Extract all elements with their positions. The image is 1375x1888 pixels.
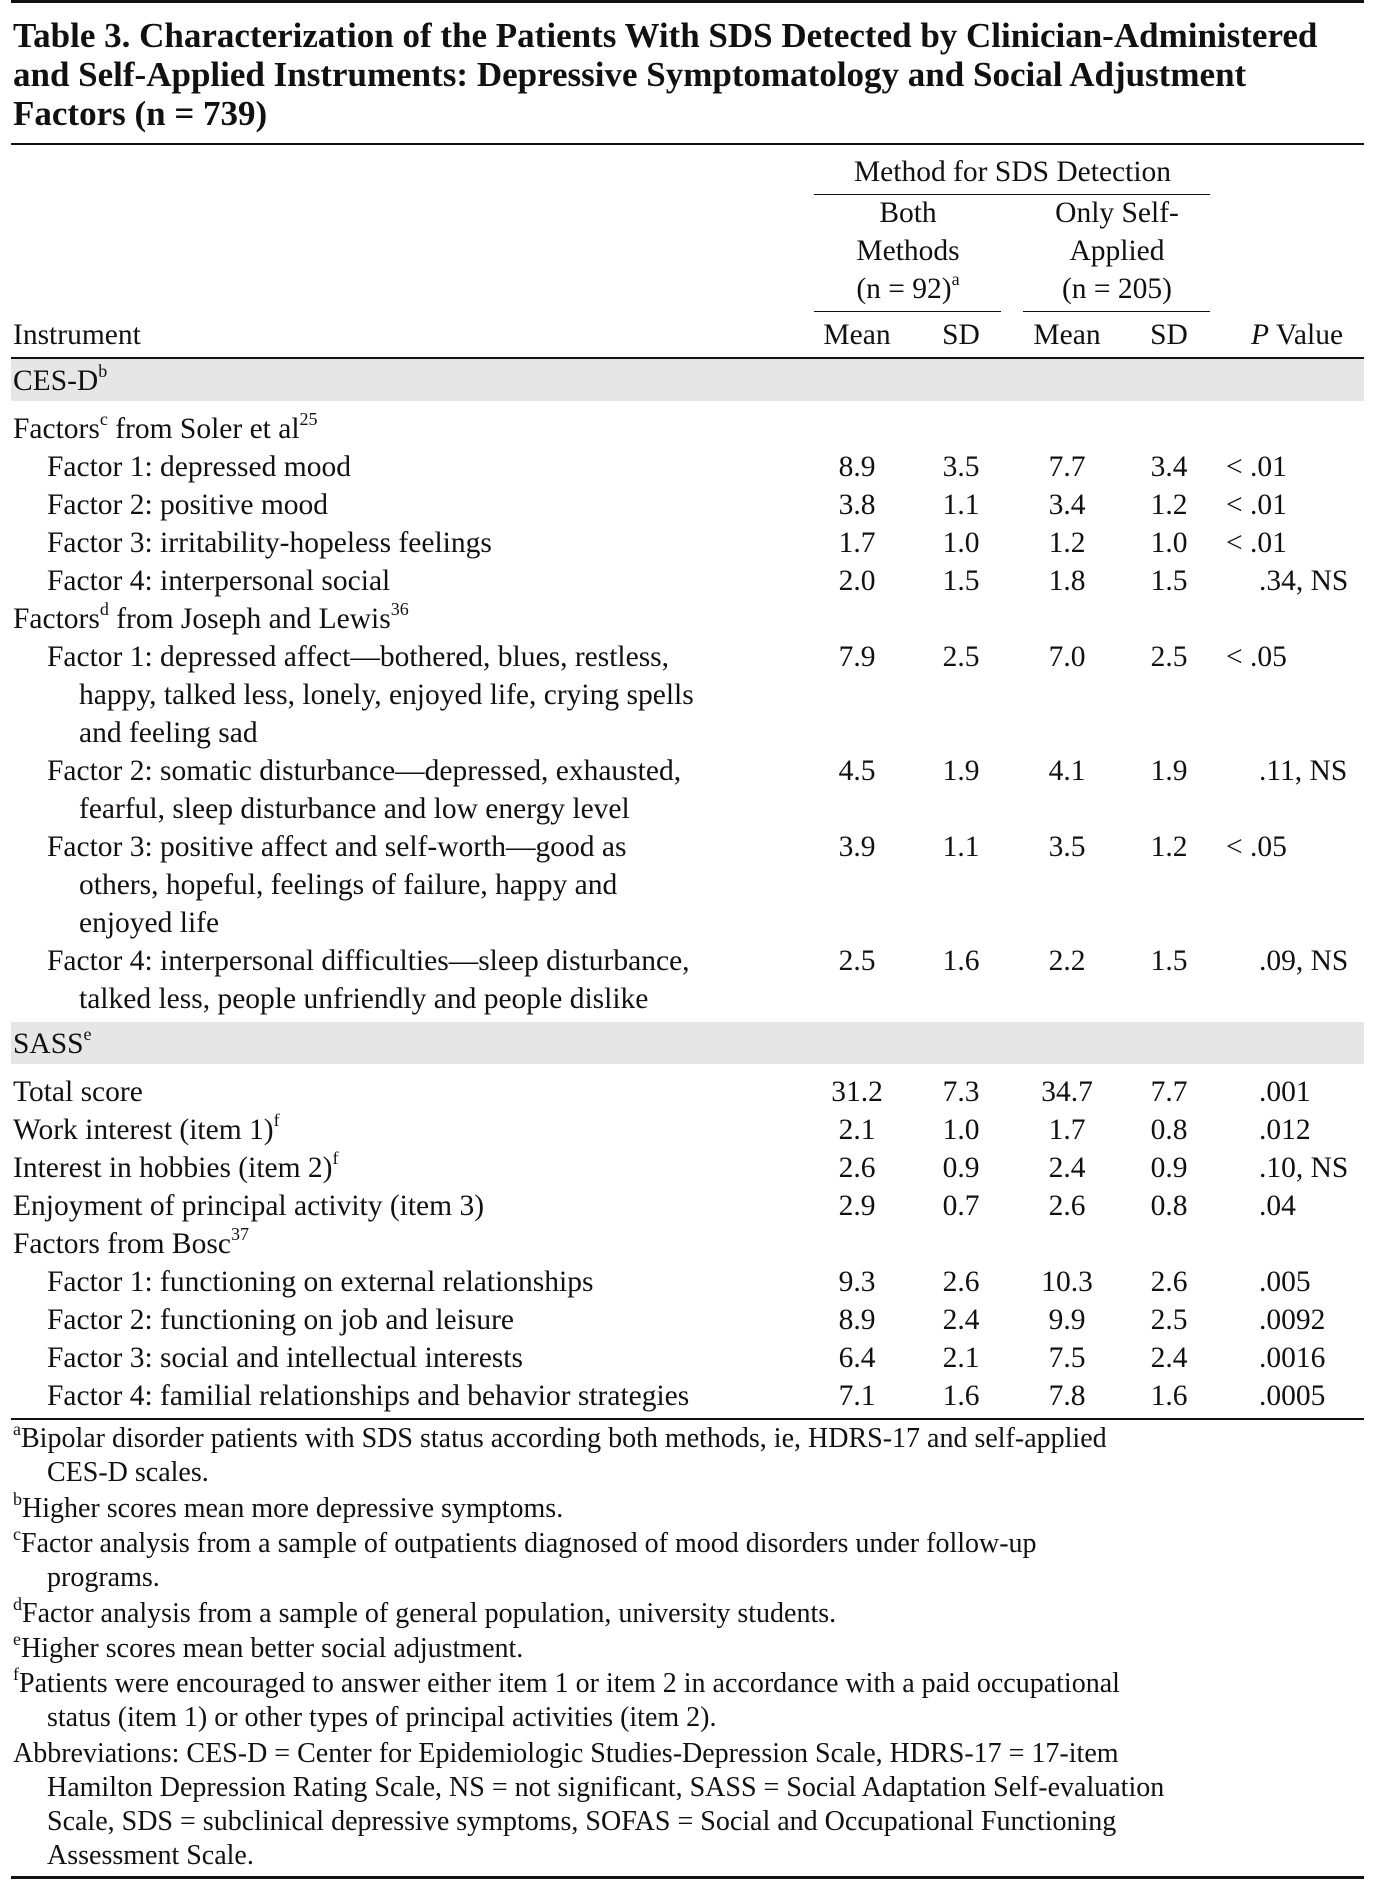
mean-header-1: Mean: [823, 319, 891, 351]
group2-line1: Only Self-: [1055, 197, 1179, 229]
table-page: Table 3. Characterization of the Patients With SDS Detected by Clinician-Administered and Self-Applied Instruments: Depressive Symptomatology and Social Adjustment Factors (n = 739) Method for SDS Detection Both Methods (n = 92)$^a$ Only Self- Applied (n = 205) Instrument Mean SD Mean SD P Value CES-$D^b$ Factors$^c$ from Soler et $al^{25}$ Factor 1: depressed mood 8.9 3.5 7.7 3.4 < .01 Factor 2: positive mood 3.8 1.1 3.4 1.2 < .01 Factor 3: irritability-hopeless feelings 1.7 1.0 1.2 1.0 < .01 Factor 4: interpersonal social 2.0 1.5 1.8 1.5 .34, NS Factors$^d$ from Joseph and Lewis$^{36}$ Factor 1: depressed affect—bothered, blues, restless, 7.9 2.5 7.0 2.5 < .05 happy, talked less, lonely, enjoyed life, crying spells and feeling sad Factor 2: somatic disturbance—depressed, exhausted, 4.5 1.9 4.1 1.9 .11, NS fearful, sleep disturbance and low energy level Factor 3: positive affect and self-worth—good as 3.9 1.1 3.5 1.2 < .05 others, hopeful, feelings of failure, happy and enjoyed life Factor 4: interpersonal difficulties—sleep disturbance, 2.5 1.6 2.2 1.5 .09, NS talked less, people unfriendly and people dislike SASS$^e$ Total score 31.2 7.3 34.7 7.7 .001 Work interest (item 1)$^f$ 2.1 1.0 1.7 0.8 .012 Interest in hobbies (item 2)$^f$ 2.6 0.9 2.4 0.9 .10, NS Enjoyment of principal activity (item 3) 2.9 0.7 2.6 0.8 .04 Factors from Bosc$^{37}$ Factor 1: functioning on external relationships 9.3 2.6 10.3 2.6 .005 Factor 2: functioning on job and leisure 8.9 2.4 9.9 2.5 .0092 Factor 3: social and intellectual interests 6.4 2.1 7.5 2.4 .0016 Factor 4: familial relationships and behavior strategies 7.1 1.6 7.8 1.6 .0005 $^a$Bipolar disorder patients with SDS status according both methods, ie, HDRS-17 and self-applied CES-D scales. $^b$Higher scores mean more depressive symptoms. $^c$Factor analysis from a sample of outpatients diagnosed of mood disorders under follow-up programs. $^d$Factor analysis from a sample of general population, university students. $^e$Higher scores mean better social adjustment. $^f$Patients were encouraged to answer either item 1 or item 2 in accordance with a paid occupational status (item 1) or other types of principal activities (item 2). Abbreviations: CES-D = Center for Epidemiologic Studies-Depression Scale, HDRS-17 = 17-item Hamilton Depression Rating Scale, NS = not significant, SASS = Social Adaptation Self-evaluation Scale, SDS = subclinical depressive symptoms, SOFAS = Social and Occupational Functioning Assessment Scale.: [11, 0, 1364, 1880]
footnote-abbreviations: Abbreviations: CES-D = Center for Epidemiologic Studies-Depression Scale, HDRS-17 = 17-item Hamilton Depression Rating Scale, NS = not significant, SASS = Social Adaptation Self-evaluation Scale, SDS = subclinical depressive symptoms, SOFAS = Social and Occupational Functioning Assessment Scale.: [13, 1738, 1165, 1871]
mean-header-2: Mean: [1033, 319, 1101, 351]
title-line-1: Table 3. Characterization of the Patients With SDS Detected by Clinician-Administered: [13, 16, 1318, 55]
title-line-3: Factors (n = 739): [13, 94, 268, 133]
p-value-header: P Value: [1251, 319, 1344, 351]
sd-header-1: SD: [942, 319, 980, 351]
table-title: [13, 16, 1358, 133]
spanner-header: Method for SDS Detection: [853, 156, 1172, 188]
title-line-2: and Self-Applied Instruments: Depressive Symptomatology and Social Adjustment: [13, 55, 1247, 94]
group2-rule: [1023, 311, 1210, 312]
table-bottom-rule: [11, 1418, 1364, 1420]
footnote-b: $^b$Higher scores mean more depressive symptoms.: [13, 1488, 564, 1524]
group1-line2: Methods: [856, 235, 960, 267]
group1-line1: Both: [879, 197, 937, 229]
cesd-section-shade: [11, 359, 1364, 401]
page-bottom-rule: [11, 1876, 1364, 1879]
sd-header-2: SD: [1150, 319, 1188, 351]
title-rule: [11, 143, 1364, 145]
sass-section-shade: [11, 1022, 1364, 1064]
group2-line3: (n = 205): [1061, 273, 1173, 305]
footnote-d: $^d$Factor analysis from a sample of general population, university students.: [13, 1593, 837, 1629]
footnote-a: $^a$Bipolar disorder patients with SDS status according both methods, ie, HDRS-17 and self-applied CES-D scales.: [13, 1418, 1107, 1488]
footnote-c: $^c$Factor analysis from a sample of outpatients diagnosed of mood disorders under follow-up programs.: [13, 1523, 1037, 1593]
group2-line2: Applied: [1069, 235, 1165, 267]
group1-line3: (n = 92)$^a$: [856, 269, 960, 305]
top-rule: [11, 0, 1364, 3]
footnote-e: $^e$Higher scores mean better social adjustment.: [13, 1628, 524, 1664]
group1-rule: [814, 311, 1001, 312]
instrument-header: Instrument: [13, 319, 141, 351]
footnote-f: $^f$Patients were encouraged to answer either item 1 or item 2 in accordance with a paid occupational status (item 1) or other types of principal activities (item 2).: [13, 1663, 1120, 1733]
